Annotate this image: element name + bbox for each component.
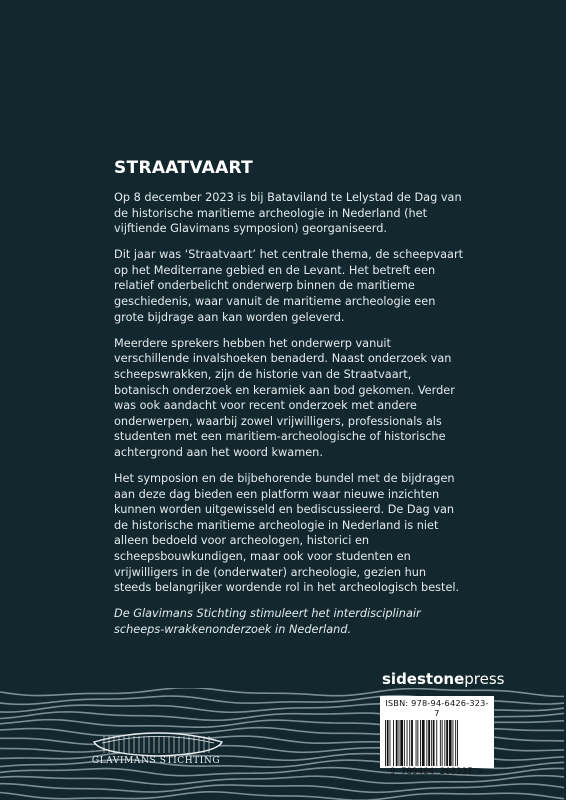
cover-title: STRAATVAART bbox=[114, 158, 254, 178]
closing-statement: De Glavimans Stichting stimuleert het interdisciplinair scheeps-wrakkenonderzoek in Nederland. bbox=[114, 607, 421, 636]
foundation-logo-text: GLAVIMANS STICHTING bbox=[91, 756, 221, 766]
barcode-bars bbox=[383, 720, 491, 766]
publisher-name-bold: sidestone bbox=[382, 670, 465, 688]
barcode-digits: 9 789464 263237 > bbox=[390, 767, 484, 777]
blurb bbox=[114, 190, 466, 648]
blurb-paragraph-3: Meerdere sprekers hebben het onderwerp vanuit verschillende invalshoeken benaderd. Naast onderzoek van scheepswrakken, zijn de historie van de Straatvaart, botanisch onderzoek en keramiek aan bod gekomen. Verder was ook aandacht voor recent onderzoek met andere onderwerpen, waarbij zowel vrijwilligers, professionals als studenten met een maritiem-archeologische of historische achtergrond aan het woord kwamen. bbox=[114, 336, 455, 459]
barcode bbox=[380, 696, 494, 777]
blurb-paragraph-2: Dit jaar was ‘Straatvaart’ het centrale thema, de scheepvaart op het Mediterrane gebied en de Levant. Het betreft een relatief onderbelicht onderwerp binnen de maritieme geschiedenis, waar vanuit de maritieme archeologie een grote bijdrage aan kan worden geleverd. bbox=[114, 248, 464, 324]
publisher-logo bbox=[380, 670, 506, 688]
blurb-paragraph-4: Het symposion en de bijbehorende bundel met de bijdragen aan deze dag bieden een platform waar nieuwe inzichten kunnen worden uitgewisseld en bediscussieerd. De Dag van de historische maritieme archeologie in Nederland is niet alleen bedoeld voor archeologen, historici en scheepsbouwkundigen, maar ook voor studenten en vrijwilligers in de (onderwater) archeologie, gezien hun steeds belangrijker wordende rol in het archeologisch bestel. bbox=[114, 472, 460, 595]
isbn-label: ISBN: 978-94-6426-323-7 bbox=[385, 698, 489, 718]
blurb-paragraph-1: Op 8 december 2023 is bij Bataviland te Lelystad de Dag van de historische maritieme archeologie in Nederland (het vijftiende Glavimans symposion) georganiseerd. bbox=[114, 191, 462, 236]
publisher-name-light: press bbox=[464, 670, 505, 688]
